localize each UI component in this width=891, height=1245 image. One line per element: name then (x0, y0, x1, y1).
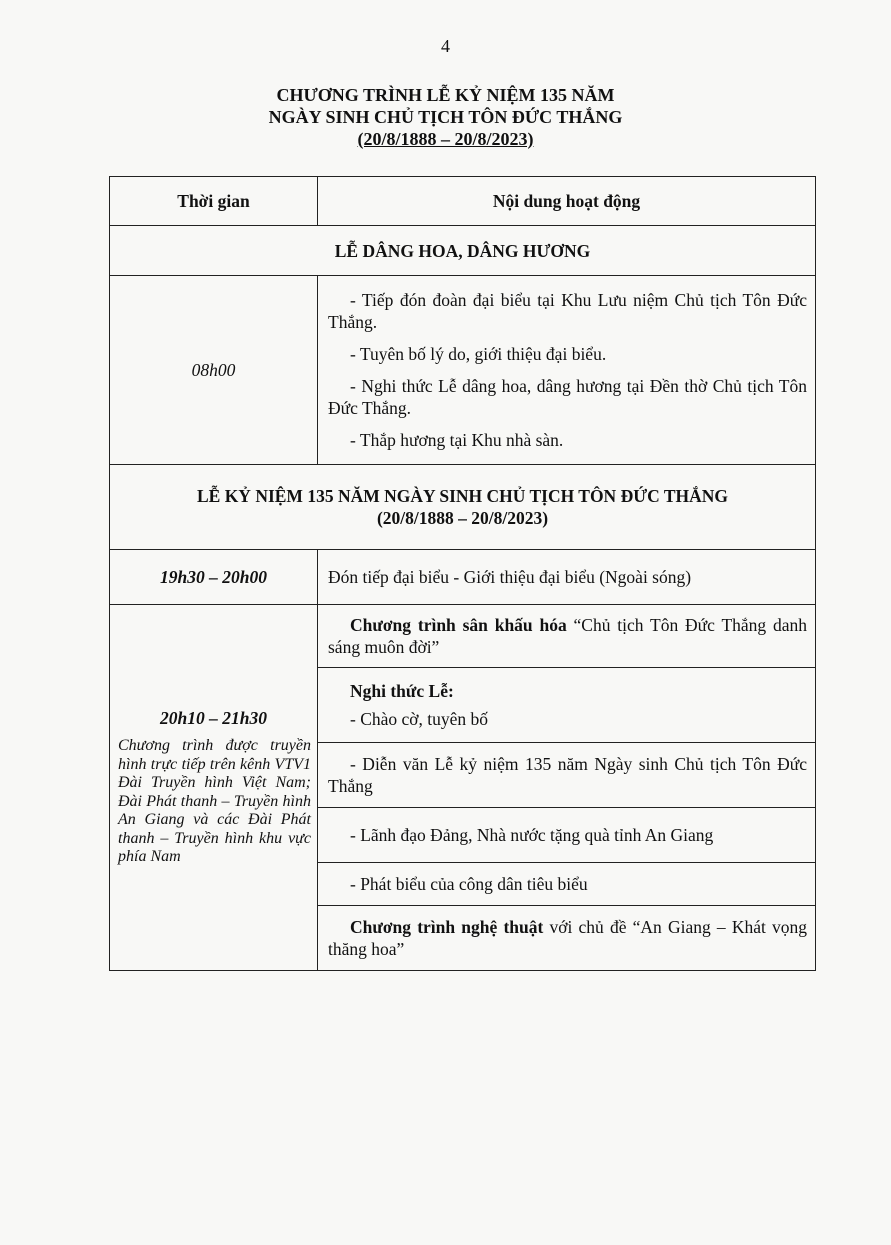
list-item: - Phát biểu của công dân tiêu biểu (350, 874, 588, 894)
content-cell (318, 808, 816, 863)
section-2-heading-line-1: LỄ KỶ NIỆM 135 NĂM NGÀY SINH CHỦ TỊCH TÔN ĐỨC THẮNG (196, 486, 729, 506)
table-row (110, 605, 816, 668)
staged-program (328, 614, 807, 658)
list-item: - Lãnh đạo Đảng, Nhà nước tặng quà tỉnh An Giang (350, 825, 714, 845)
list-item: - Chào cờ, tuyên bố (350, 709, 489, 729)
section-2-heading (110, 465, 816, 550)
page-number: 4 (441, 36, 450, 56)
list-item: - Tuyên bố lý do, giới thiệu đại biểu. (350, 344, 607, 364)
staged-program-name: “Chủ tịch Tôn Đức Thắng danh sáng muôn đời” (328, 615, 807, 657)
section-2-heading-line-2: (20/8/1888 – 20/8/2023) (376, 508, 549, 528)
document-title (0, 84, 891, 150)
table-row (110, 550, 816, 605)
program-table (109, 176, 816, 971)
art-program (328, 916, 807, 960)
art-program-theme: với chủ đề “An Giang – Khát vọng thăng hoa” (328, 917, 807, 959)
section-heading-row (110, 465, 816, 550)
title-line-2: NGÀY SINH CHỦ TỊCH TÔN ĐỨC THẮNG (268, 107, 623, 127)
content-cell (318, 668, 816, 743)
time-cell (110, 605, 318, 971)
title-dates: (20/8/1888 – 20/8/2023) (357, 129, 534, 149)
table-header-row (110, 177, 816, 226)
content-cell (318, 743, 816, 808)
broadcast-note: Chương trình được truyền hình trực tiếp trên kênh VTV1 Đài Truyền hình Việt Nam; Đài Phát thanh – Truyền hình An Giang và các Đài Phát thanh – Truyền hình khu vực phía Nam (118, 737, 311, 866)
staged-program-title: Chương trình sân khấu hóa (350, 615, 567, 635)
art-program-title: Chương trình nghệ thuật (350, 917, 544, 937)
broadcast-time: 20h10 – 21h30 (160, 708, 267, 729)
list-item: - Diễn văn Lễ kỷ niệm 135 năm Ngày sinh Chủ tịch Tôn Đức Thắng (328, 754, 807, 796)
header-time: Thời gian (110, 177, 318, 226)
table-row (110, 276, 816, 465)
time-cell: 19h30 – 20h00 (110, 550, 318, 605)
content-cell (318, 906, 816, 971)
section-heading-row (110, 226, 816, 276)
title-line-1: CHƯƠNG TRÌNH LỄ KỶ NIỆM 135 NĂM (276, 85, 615, 105)
ceremony-heading: Nghi thức Lễ: (350, 681, 454, 701)
list-item: - Thắp hương tại Khu nhà sàn. (350, 430, 564, 450)
list-item: - Nghi thức Lễ dâng hoa, dâng hương tại Đền thờ Chủ tịch Tôn Đức Thắng. (328, 376, 807, 418)
content-cell (318, 605, 816, 668)
content-cell (318, 863, 816, 906)
content-cell (318, 276, 816, 465)
content-cell: Đón tiếp đại biểu - Giới thiệu đại biểu (Ngoài sóng) (318, 550, 816, 605)
header-content: Nội dung hoạt động (318, 177, 816, 226)
time-cell: 08h00 (110, 276, 318, 465)
list-item: - Tiếp đón đoàn đại biểu tại Khu Lưu niệm Chủ tịch Tôn Đức Thắng. (328, 290, 807, 332)
section-1-heading: LỄ DÂNG HOA, DÂNG HƯƠNG (110, 226, 816, 276)
